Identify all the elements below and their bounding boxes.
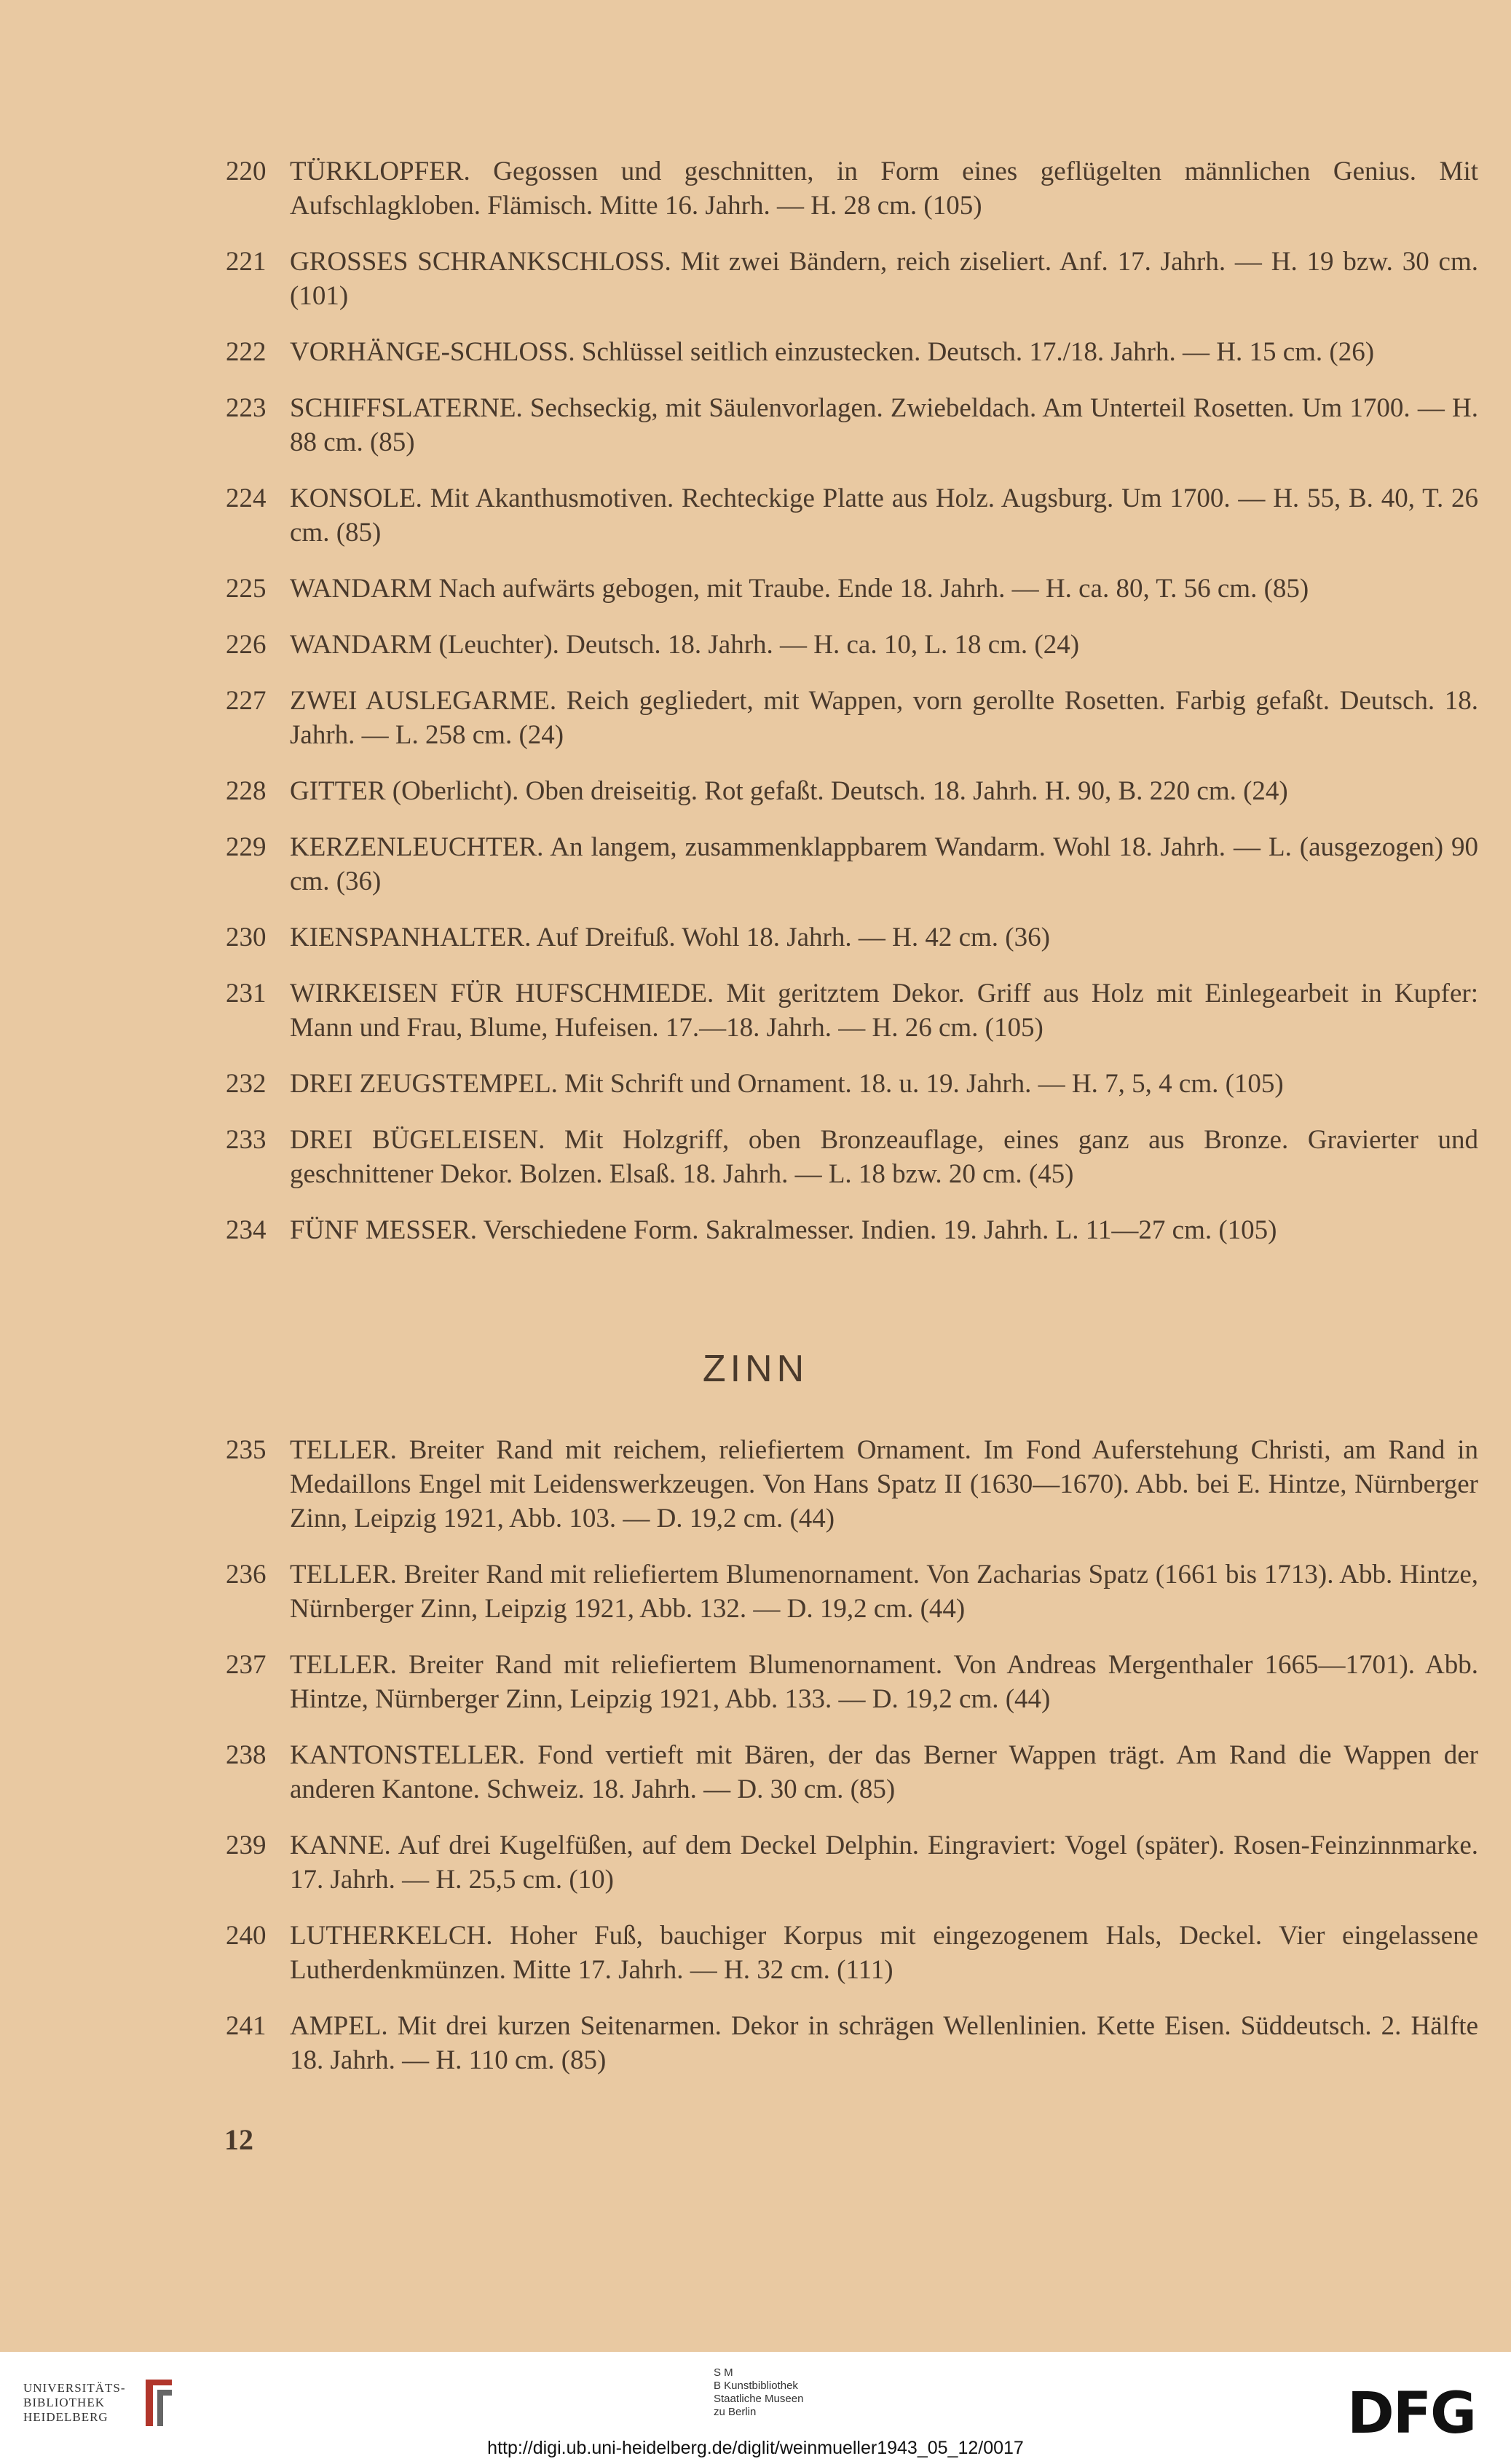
catalog-entry bbox=[226, 335, 1478, 369]
entry-text: TELLER. Breiter Rand mit reliefiertem Blumenornament. Von Zacharias Spatz (1661 bis 1713). Abb. Hintze, Nürnberger Zinn, Leipzig 1921, Abb. 132. — D. 19,2 cm. (44) bbox=[290, 1560, 1478, 1624]
entry-number: 223 bbox=[226, 393, 267, 423]
catalog-entry bbox=[226, 154, 1478, 223]
museum-line: zu Berlin bbox=[714, 2406, 757, 2418]
entry-number: 220 bbox=[226, 157, 267, 186]
entry-text: FÜNF MESSER. Verschiedene Form. Sakralmesser. Indien. 19. Jahrh. L. 11—27 cm. (105) bbox=[290, 1215, 1277, 1245]
entry-number: 240 bbox=[226, 1921, 267, 1951]
entry-number: 224 bbox=[226, 483, 267, 513]
entry-text: KANNE. Auf drei Kugelfüßen, auf dem Deckel Delphin. Eingraviert: Vogel (später). Rosen-Feinzinnmarke. 17. Jahrh. — H. 25,5 cm. (10) bbox=[290, 1831, 1478, 1895]
entries-top bbox=[226, 154, 1478, 1269]
entry-number: 225 bbox=[226, 574, 267, 604]
university-logo-icon[interactable] bbox=[140, 2375, 178, 2431]
university-line: BIBLIOTHEK bbox=[23, 2396, 105, 2409]
entry-number: 241 bbox=[226, 2011, 267, 2041]
entry-text: ZWEI AUSLEGARME. Reich gegliedert, mit Wappen, vorn gerollte Rosetten. Farbig gefaßt. Deutsch. 18. Jahrh. — L. 258 cm. (24) bbox=[290, 686, 1478, 750]
entry-number: 226 bbox=[226, 630, 267, 660]
university-library-label[interactable] bbox=[23, 2381, 126, 2425]
entry-text: KANTONSTELLER. Fond vertieft mit Bären, der das Berner Wappen trägt. Am Rand die Wappen der anderen Kantone. Schweiz. 18. Jahrh. — D. 30 cm. (85) bbox=[290, 1740, 1478, 1804]
entry-number: 229 bbox=[226, 832, 267, 862]
catalog-entry bbox=[226, 1067, 1478, 1101]
entry-number: 232 bbox=[226, 1069, 267, 1099]
entry-number: 234 bbox=[226, 1215, 267, 1245]
catalog-entry bbox=[226, 830, 1478, 899]
entry-text: WANDARM (Leuchter). Deutsch. 18. Jahrh. — H. ca. 10, L. 18 cm. (24) bbox=[290, 630, 1080, 660]
entry-text: KIENSPANHALTER. Auf Dreifuß. Wohl 18. Jahrh. — H. 42 cm. (36) bbox=[290, 923, 1050, 952]
entry-number: 222 bbox=[226, 337, 267, 367]
entry-text: DREI BÜGELEISEN. Mit Holzgriff, oben Bronzeauflage, eines ganz aus Bronze. Gravierter und geschnittener Dekor. Bolzen. Elsaß. 18. Jahrh. — L. 18 bzw. 20 cm. (45) bbox=[290, 1125, 1478, 1189]
entry-number: 235 bbox=[226, 1435, 267, 1465]
entry-number: 238 bbox=[226, 1740, 267, 1770]
section-title: ZINN bbox=[702, 1348, 809, 1390]
catalog-entry bbox=[226, 1123, 1478, 1191]
permalink-url[interactable]: http://digi.ub.uni-heidelberg.de/diglit/weinmueller1943_05_12/0017 bbox=[487, 2438, 1024, 2458]
catalog-entry bbox=[226, 1433, 1478, 1536]
entry-text: KERZENLEUCHTER. An langem, zusammenklappbarem Wandarm. Wohl 18. Jahrh. — L. (ausgezogen) 90 cm. (36) bbox=[290, 832, 1478, 896]
catalog-entry bbox=[226, 920, 1478, 955]
entry-text: TELLER. Breiter Rand mit reliefiertem Blumenornament. Von Andreas Mergenthaler 1665—1701). Abb. Hintze, Nürnberger Zinn, Leipzig 1921, Abb. 133. — D. 19,2 cm. (44) bbox=[290, 1650, 1478, 1714]
museum-line: B Kunstbibliothek bbox=[714, 2380, 798, 2392]
catalog-entry bbox=[226, 481, 1478, 550]
catalog-entry bbox=[226, 1828, 1478, 1897]
page-number: 12 bbox=[224, 2123, 253, 2156]
entry-text: AMPEL. Mit drei kurzen Seitenarmen. Dekor in schrägen Wellenlinien. Kette Eisen. Süddeutsch. 2. Hälfte 18. Jahrh. — H. 110 cm. (85) bbox=[290, 2011, 1478, 2075]
entry-text: TÜRKLOPFER. Gegossen und geschnitten, in Form eines geflügelten männlichen Genius. Mit Aufschlagkloben. Flämisch. Mitte 16. Jahrh. — H. 28 cm. (105) bbox=[290, 157, 1478, 221]
footer bbox=[0, 2352, 1511, 2464]
entry-text: DREI ZEUGSTEMPEL. Mit Schrift und Ornament. 18. u. 19. Jahrh. — H. 7, 5, 4 cm. (105) bbox=[290, 1069, 1284, 1099]
entry-number: 228 bbox=[226, 776, 267, 806]
museum-logo[interactable] bbox=[714, 2366, 803, 2419]
entry-text: GITTER (Oberlicht). Oben dreiseitig. Rot gefaßt. Deutsch. 18. Jahrh. H. 90, B. 220 cm. (24) bbox=[290, 776, 1288, 806]
entry-number: 230 bbox=[226, 923, 267, 952]
entry-text: WIRKEISEN FÜR HUFSCHMIEDE. Mit geritztem Dekor. Griff aus Holz mit Einlegearbeit in Kupfer: Mann und Frau, Blume, Hufeisen. 17.—18. Jahrh. — H. 26 cm. (105) bbox=[290, 979, 1478, 1043]
entry-text: KONSOLE. Mit Akanthusmotiven. Rechteckige Platte aus Holz. Augsburg. Um 1700. — H. 55, B. 40, T. 26 cm. (85) bbox=[290, 483, 1478, 548]
catalog-entry bbox=[226, 1213, 1478, 1247]
entry-text: VORHÄNGE-SCHLOSS. Schlüssel seitlich einzustecken. Deutsch. 17./18. Jahrh. — H. 15 cm. (26) bbox=[290, 337, 1375, 367]
university-line: UNIVERSITÄTS- bbox=[23, 2381, 126, 2395]
museum-line: Staatliche Museen bbox=[714, 2393, 804, 2405]
catalog-entry bbox=[226, 391, 1478, 459]
entry-number: 227 bbox=[226, 686, 267, 716]
entry-text: WANDARM Nach aufwärts gebogen, mit Traube. Ende 18. Jahrh. — H. ca. 80, T. 56 cm. (85) bbox=[290, 574, 1309, 604]
catalog-entry bbox=[226, 1557, 1478, 1626]
museum-line: S M bbox=[714, 2366, 733, 2379]
university-line: HEIDELBERG bbox=[23, 2410, 109, 2424]
catalog-entry bbox=[226, 2009, 1478, 2077]
catalog-entry bbox=[226, 1738, 1478, 1806]
entry-text: LUTHERKELCH. Hoher Fuß, bauchiger Korpus mit eingezogenem Hals, Deckel. Vier eingelassene Lutherdenkmünzen. Mitte 17. Jahrh. — H. 32 cm. (111) bbox=[290, 1921, 1478, 1985]
catalog-entry bbox=[226, 774, 1478, 808]
entries-bottom bbox=[226, 1433, 1478, 2099]
entry-text: SCHIFFSLATERNE. Sechseckig, mit Säulenvorlagen. Zwiebeldach. Am Unterteil Rosetten. Um 1700. — H. 88 cm. (85) bbox=[290, 393, 1478, 457]
catalog-entry bbox=[226, 1648, 1478, 1716]
entry-number: 231 bbox=[226, 979, 267, 1008]
dfg-logo[interactable]: DFG bbox=[1347, 2381, 1476, 2447]
catalog-entry bbox=[226, 976, 1478, 1045]
entry-number: 239 bbox=[226, 1831, 267, 1860]
catalog-entry bbox=[226, 1919, 1478, 1987]
entry-text: GROSSES SCHRANKSCHLOSS. Mit zwei Bändern, reich ziseliert. Anf. 17. Jahrh. — H. 19 bzw. 30 cm. (101) bbox=[290, 247, 1478, 311]
entry-number: 236 bbox=[226, 1560, 267, 1590]
catalog-entry bbox=[226, 684, 1478, 752]
entry-text: TELLER. Breiter Rand mit reichem, reliefiertem Ornament. Im Fond Auferstehung Christi, am Rand in Medaillons Engel mit Leidenswerkzeugen. Von Hans Spatz II (1630—1670). Abb. bei E. Hintze, Nürnberger Zinn, Leipzig 1921, Abb. 103. — D. 19,2 cm. (44) bbox=[290, 1435, 1478, 1533]
catalog-entry bbox=[226, 245, 1478, 313]
entry-number: 233 bbox=[226, 1125, 267, 1155]
catalog-entry bbox=[226, 628, 1478, 662]
entry-number: 237 bbox=[226, 1650, 267, 1680]
entry-number: 221 bbox=[226, 247, 267, 277]
catalog-entry bbox=[226, 572, 1478, 606]
